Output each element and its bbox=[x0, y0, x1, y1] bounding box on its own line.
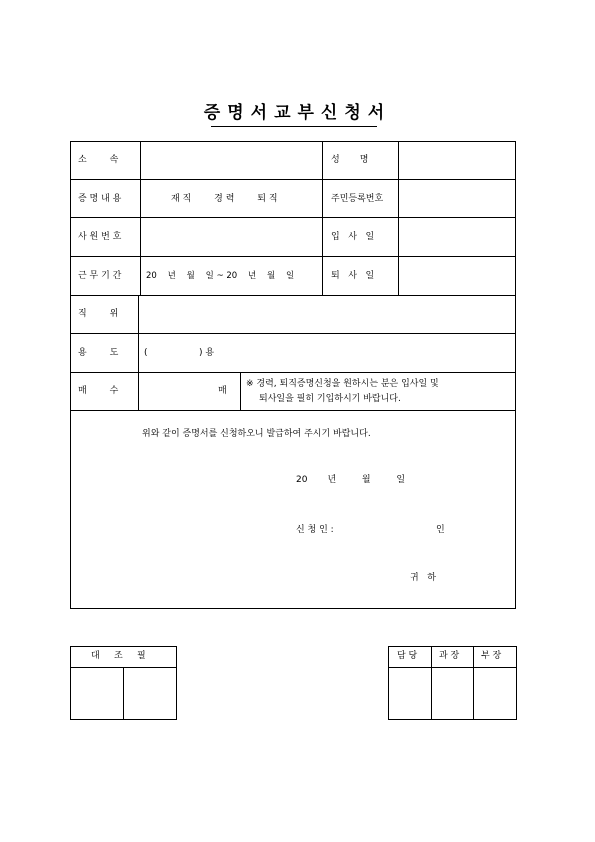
application-form bbox=[70, 141, 516, 609]
resident-no-field[interactable] bbox=[399, 180, 515, 217]
note-line-1: ※ 경력, 퇴직증명신청을 원하시는 분은 입사일 및 bbox=[246, 379, 439, 389]
copies-field[interactable] bbox=[139, 373, 239, 410]
affiliation-field[interactable] bbox=[141, 142, 322, 179]
leave-date-label: 퇴 사 일 bbox=[331, 271, 375, 281]
purpose-label: 용 도 bbox=[78, 348, 119, 358]
position-field[interactable] bbox=[139, 296, 515, 333]
work-period-value[interactable]: 20 년 월 일 ~ 20 년 월 일 bbox=[146, 271, 295, 281]
request-text: 위와 같이 증명서를 신청하오니 발급하여 주시기 바랍니다. bbox=[142, 429, 371, 439]
copies-unit: 매 bbox=[218, 386, 227, 396]
position-label: 직 위 bbox=[78, 309, 119, 319]
approval-divider bbox=[389, 667, 516, 668]
row-divider bbox=[71, 410, 515, 411]
approval-col-department-head: 부 장 bbox=[481, 651, 502, 661]
join-date-field[interactable] bbox=[399, 218, 515, 256]
employee-no-field[interactable] bbox=[141, 218, 322, 256]
copies-label: 매 수 bbox=[78, 386, 119, 396]
approval-col-divider bbox=[473, 647, 474, 719]
employee-no-label: 사 원 번 호 bbox=[78, 232, 122, 242]
form-title: 증명서교부신청서 bbox=[203, 103, 392, 123]
cert-options[interactable]: 재 직 경 력 퇴 직 bbox=[171, 194, 278, 204]
applicant-label: 신 청 인 : bbox=[296, 525, 334, 535]
purpose-field[interactable]: ( ) 용 bbox=[144, 348, 215, 358]
col-divider bbox=[322, 142, 323, 295]
approval-col-section-chief: 과 장 bbox=[439, 651, 460, 661]
title-underline bbox=[211, 126, 377, 127]
note-line-2: 퇴사일을 필히 기입하시기 바랍니다. bbox=[259, 394, 401, 404]
col-divider bbox=[240, 372, 241, 410]
approval-col-divider bbox=[431, 647, 432, 719]
approval-box bbox=[388, 646, 517, 720]
work-period-label: 근 무 기 간 bbox=[78, 271, 122, 281]
approval-col-staff: 담 당 bbox=[397, 651, 418, 661]
verification-label: 대 조 필 bbox=[91, 651, 146, 661]
name-label: 성 명 bbox=[331, 155, 369, 165]
verification-col-divider bbox=[123, 667, 124, 719]
name-field[interactable] bbox=[399, 142, 515, 179]
join-date-label: 입 사 일 bbox=[331, 232, 375, 242]
date-line[interactable]: 20 년 월 일 bbox=[296, 475, 406, 485]
seal-label: 인 bbox=[436, 525, 445, 535]
applicant-field[interactable] bbox=[356, 520, 436, 540]
verification-box bbox=[70, 646, 177, 720]
cert-content-label: 증 명 내 용 bbox=[78, 194, 122, 204]
resident-no-label: 주민등록번호 bbox=[331, 194, 384, 204]
leave-date-field[interactable] bbox=[399, 257, 515, 295]
affiliation-label: 소 속 bbox=[78, 155, 119, 165]
recipient-label: 귀 하 bbox=[410, 573, 436, 583]
